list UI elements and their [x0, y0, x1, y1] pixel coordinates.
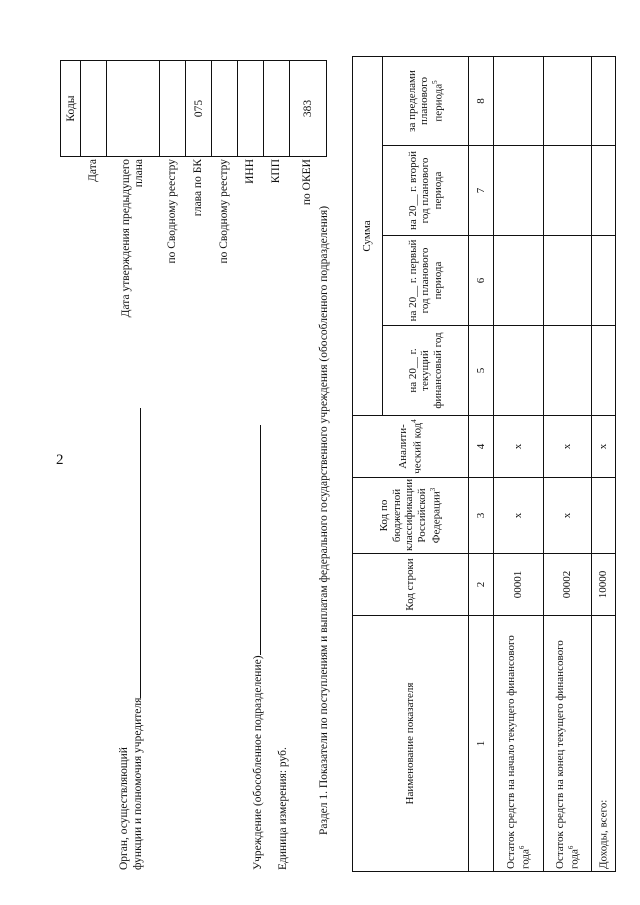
- row-sum-cell[interactable]: [544, 146, 592, 236]
- institution-line: [251, 425, 264, 870]
- label-kpp: КПП: [269, 159, 282, 184]
- label-inn: ИНН: [243, 159, 256, 184]
- header-sum-first: на 20__ г. первый год планового периода: [383, 236, 469, 326]
- label-prev-plan-date: Дата утверждения предыдущего плана: [119, 159, 145, 318]
- label-date: Дата: [86, 159, 99, 182]
- header-bk: Код по бюджетной классификации Российской Федерации$^3$: [353, 478, 469, 554]
- header-sum-beyond: за пределами планового периода$^5$: [383, 56, 469, 145]
- row-sum-cell[interactable]: [544, 326, 592, 416]
- founder-field[interactable]: [131, 408, 141, 698]
- header-sum-current: на 20__ г. текущий финансовый год: [383, 326, 469, 416]
- row-analytic: x: [494, 416, 544, 478]
- col-num: 1: [469, 616, 494, 872]
- code-prev-plan: [107, 61, 160, 157]
- founder-line: [117, 408, 146, 870]
- col-num: 7: [469, 146, 494, 236]
- section-title: Раздел 1. Показатели по поступлениям и выплатам федерального государственного учреждения (обособленного подразделения): [318, 205, 330, 835]
- row-sum-cell[interactable]: [494, 56, 544, 145]
- col-num: 5: [469, 326, 494, 416]
- table-row: [592, 56, 616, 871]
- row-sum-cell[interactable]: [592, 236, 616, 326]
- code-svod-1: [160, 61, 186, 157]
- founder-label-1: Орган, осуществляющий: [118, 747, 130, 870]
- codes-table: [60, 60, 327, 157]
- row-analytic: x: [592, 416, 616, 478]
- row-name: Доходы, всего:: [592, 616, 616, 872]
- row-name: Остаток средств на начало текущего финансового года$^6$: [494, 616, 544, 872]
- label-glava-bk: глава по БК: [191, 159, 204, 217]
- unit-of-measure: Единица измерения: руб.: [277, 747, 289, 870]
- table-row: [544, 56, 592, 871]
- row-sum-cell[interactable]: [592, 326, 616, 416]
- row-sum-cell[interactable]: [494, 236, 544, 326]
- row-bk: x: [494, 478, 544, 554]
- founder-label-2: функции и полномочия учредителя: [132, 697, 145, 870]
- code-kpp: [264, 61, 290, 157]
- row-code: 00002: [544, 554, 592, 616]
- row-sum-cell[interactable]: [494, 146, 544, 236]
- row-sum-cell[interactable]: [544, 56, 592, 145]
- codes-header: Коды: [61, 61, 81, 157]
- institution-label: Учреждение (обособленное подразделение): [252, 655, 264, 870]
- institution-field[interactable]: [251, 425, 261, 655]
- header-sum: Сумма: [353, 56, 383, 415]
- row-sum-cell[interactable]: [544, 236, 592, 326]
- row-bk: x: [544, 478, 592, 554]
- label-okei: по ОКЕИ: [301, 159, 314, 206]
- header-code: Код строки: [353, 554, 469, 616]
- row-name: Остаток средств на конец текущего финансового года$^6$: [544, 616, 592, 872]
- row-code: 10000: [592, 554, 616, 616]
- col-num: 8: [469, 56, 494, 145]
- code-glava-bk: 075: [186, 61, 212, 157]
- col-num: 3: [469, 478, 494, 554]
- col-num: 4: [469, 416, 494, 478]
- header-name: Наименование показателя: [353, 616, 469, 872]
- row-sum-cell[interactable]: [592, 146, 616, 236]
- page-number: 2: [56, 452, 64, 468]
- row-bk: [592, 478, 616, 554]
- code-inn: [238, 61, 264, 157]
- codes-labels: [60, 159, 326, 345]
- row-sum-cell[interactable]: [592, 56, 616, 145]
- header-analytic: Аналити-ческий код$^4$: [353, 416, 469, 478]
- code-date: [81, 61, 107, 157]
- table-row: [494, 56, 544, 871]
- row-analytic: x: [544, 416, 592, 478]
- col-num: 2: [469, 554, 494, 616]
- indicators-table: [352, 56, 616, 872]
- row-sum-cell[interactable]: [494, 326, 544, 416]
- code-okei: 383: [290, 61, 327, 157]
- header-sum-second: на 20__ г. второй год планового периода: [383, 146, 469, 236]
- col-num: 6: [469, 236, 494, 326]
- label-svod-reestr-1: по Сводному реестру: [165, 159, 178, 264]
- label-svod-reestr-2: по Сводному реестру: [217, 159, 230, 264]
- row-code: 00001: [494, 554, 544, 616]
- code-svod-2: [212, 61, 238, 157]
